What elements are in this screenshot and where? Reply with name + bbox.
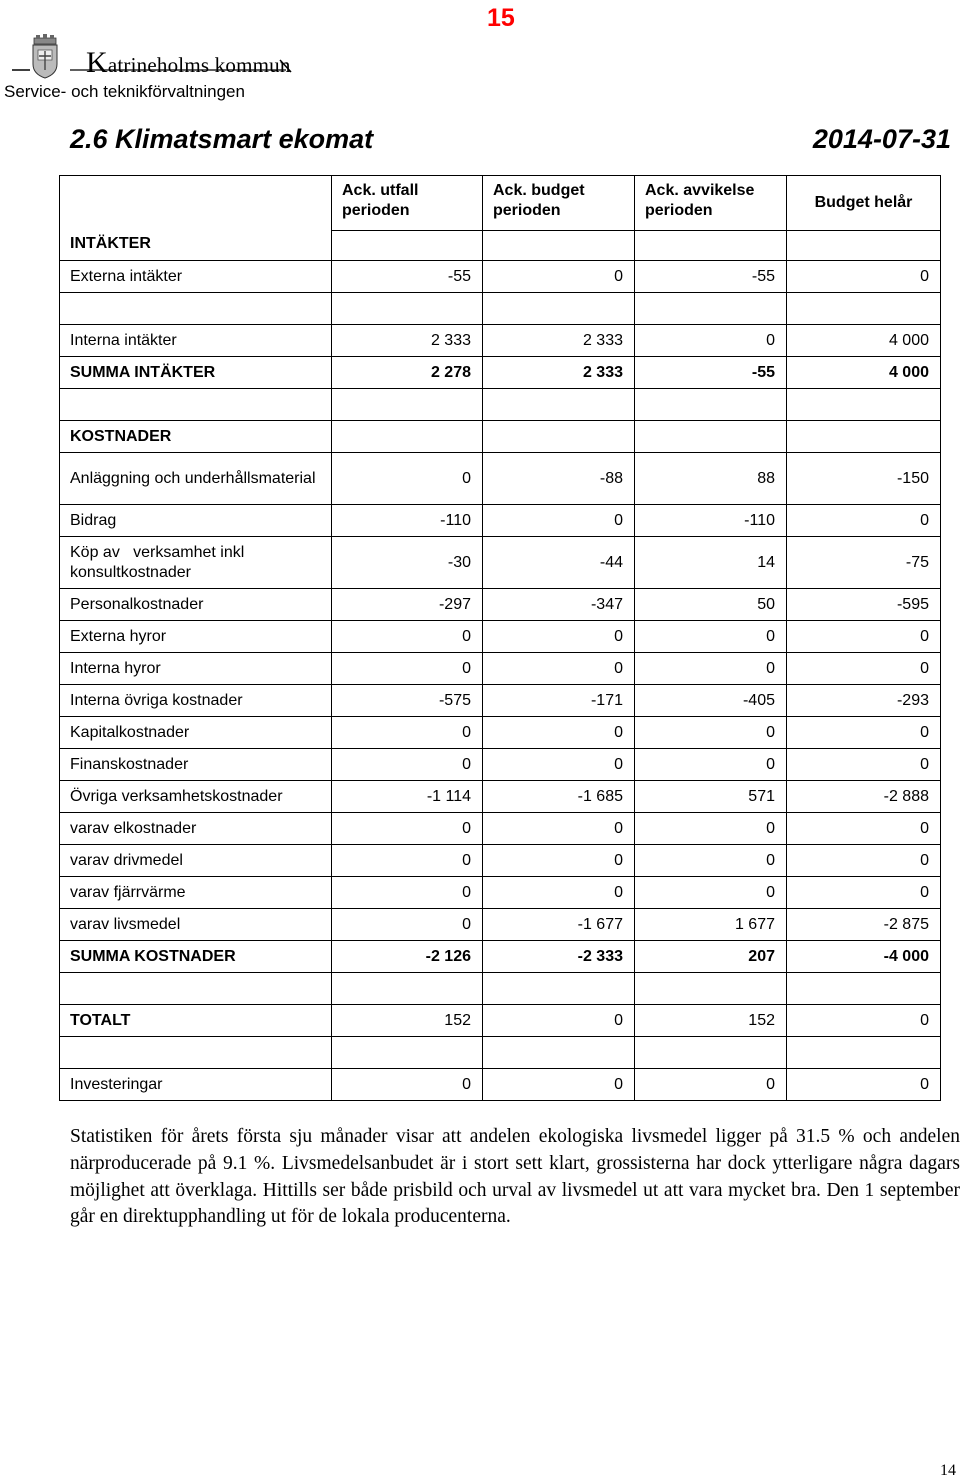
table-cell-empty bbox=[332, 973, 483, 1005]
table-cell-value: -55 bbox=[635, 261, 787, 293]
table-cell-value: -347 bbox=[483, 589, 635, 621]
table-cell-value: 207 bbox=[635, 941, 787, 973]
section-title: 2.6 Klimatsmart ekomat bbox=[70, 124, 374, 154]
table-cell-empty bbox=[60, 293, 332, 325]
table-row bbox=[60, 813, 941, 845]
table-row-section-costs bbox=[60, 421, 941, 453]
table-row bbox=[60, 845, 941, 877]
table-row bbox=[60, 453, 941, 505]
table-cell-value: 0 bbox=[787, 653, 941, 685]
table-cell-label: Externa hyror bbox=[60, 621, 332, 653]
table-cell-value: -55 bbox=[635, 357, 787, 389]
table-cell-label: SUMMA INTÄKTER bbox=[60, 357, 332, 389]
table-cell-value: 0 bbox=[635, 653, 787, 685]
table-cell-value: 88 bbox=[635, 453, 787, 505]
table-cell-value: 0 bbox=[787, 813, 941, 845]
table-cell-value: -595 bbox=[787, 589, 941, 621]
table-cell-empty bbox=[60, 1037, 332, 1069]
table-cell-label: Investeringar bbox=[60, 1069, 332, 1101]
table-cell-empty bbox=[60, 973, 332, 1005]
table-cell-value: 4 000 bbox=[787, 357, 941, 389]
table-row-total-costs bbox=[60, 941, 941, 973]
table-row bbox=[60, 537, 941, 589]
table-cell-value: 4 000 bbox=[787, 325, 941, 357]
table-cell-empty bbox=[332, 231, 483, 261]
table-cell-value: 0 bbox=[483, 749, 635, 781]
table-row bbox=[60, 653, 941, 685]
table-row bbox=[60, 261, 941, 293]
table-row bbox=[60, 621, 941, 653]
column-header: Ack. budget perioden bbox=[483, 176, 635, 231]
table-cell-value: 0 bbox=[332, 877, 483, 909]
table-row bbox=[60, 505, 941, 537]
table-cell-value: 1 677 bbox=[635, 909, 787, 941]
table-row bbox=[60, 717, 941, 749]
table-cell-value: -30 bbox=[332, 537, 483, 589]
table-cell-value: 0 bbox=[332, 717, 483, 749]
department-name: Service- och teknikförvaltningen bbox=[4, 82, 245, 101]
column-header: Ack. avvikelse perioden bbox=[635, 176, 787, 231]
table-cell-value: 0 bbox=[787, 1005, 941, 1037]
table-cell-value: 0 bbox=[332, 813, 483, 845]
table-cell-value: -405 bbox=[635, 685, 787, 717]
table-cell-empty bbox=[635, 421, 787, 453]
table-cell-value: 0 bbox=[483, 877, 635, 909]
table-cell-label: Externa intäkter bbox=[60, 261, 332, 293]
table-cell-empty bbox=[483, 389, 635, 421]
page-number-top: 15 bbox=[487, 4, 515, 32]
table-cell-empty bbox=[787, 389, 941, 421]
table-row bbox=[60, 781, 941, 813]
table-row bbox=[60, 685, 941, 717]
table-cell-value: 0 bbox=[787, 749, 941, 781]
table-cell-empty bbox=[635, 389, 787, 421]
table-cell-value: 152 bbox=[635, 1005, 787, 1037]
table-cell-value: 2 333 bbox=[483, 325, 635, 357]
table-cell-label: Bidrag bbox=[60, 505, 332, 537]
table-row-grand-total bbox=[60, 1005, 941, 1037]
table-cell-value: 0 bbox=[635, 845, 787, 877]
table-cell-value: -2 126 bbox=[332, 941, 483, 973]
table-cell-label: Övriga verksamhetskostnader bbox=[60, 781, 332, 813]
table-cell-value: 571 bbox=[635, 781, 787, 813]
table-cell-value: 0 bbox=[332, 749, 483, 781]
table-cell-empty bbox=[483, 293, 635, 325]
report-date: 2014-07-31 bbox=[812, 124, 951, 154]
table-cell-empty bbox=[332, 421, 483, 453]
table-cell-empty bbox=[787, 231, 941, 261]
table-cell-value: 0 bbox=[332, 909, 483, 941]
table-cell-value: 0 bbox=[635, 877, 787, 909]
table-cell-empty bbox=[787, 421, 941, 453]
table-cell-value: 0 bbox=[483, 1069, 635, 1101]
column-header: Ack. utfall perioden bbox=[332, 176, 483, 231]
table-cell-value: -171 bbox=[483, 685, 635, 717]
table-cell-value: 0 bbox=[483, 717, 635, 749]
table-cell-value: 0 bbox=[483, 1005, 635, 1037]
table-cell-value: 0 bbox=[483, 845, 635, 877]
table-cell-value: 0 bbox=[787, 717, 941, 749]
table-cell-value: 0 bbox=[635, 621, 787, 653]
table-cell-value: -110 bbox=[332, 505, 483, 537]
table-cell-value: -44 bbox=[483, 537, 635, 589]
table-cell-empty bbox=[332, 389, 483, 421]
table-cell-value: -75 bbox=[787, 537, 941, 589]
table-cell-value: -575 bbox=[332, 685, 483, 717]
table-cell-value: -4 000 bbox=[787, 941, 941, 973]
table-cell-value: 2 333 bbox=[483, 357, 635, 389]
table-row bbox=[60, 877, 941, 909]
financial-table bbox=[59, 175, 941, 1101]
table-row-total-income bbox=[60, 357, 941, 389]
table-cell-value: 0 bbox=[787, 505, 941, 537]
table-cell-value: -1 685 bbox=[483, 781, 635, 813]
table-cell-label: SUMMA KOSTNADER bbox=[60, 941, 332, 973]
table-cell-empty bbox=[635, 231, 787, 261]
table-cell-label: varav fjärrvärme bbox=[60, 877, 332, 909]
table-cell-value: 0 bbox=[332, 621, 483, 653]
table-cell-label: TOTALT bbox=[60, 1005, 332, 1037]
table-row bbox=[60, 749, 941, 781]
table-cell-label: Interna övriga kostnader bbox=[60, 685, 332, 717]
table-cell-label: Kapitalkostnader bbox=[60, 717, 332, 749]
table-cell-value: 2 333 bbox=[332, 325, 483, 357]
table-cell-empty bbox=[483, 973, 635, 1005]
table-cell-value: 0 bbox=[483, 505, 635, 537]
table-cell-value: 14 bbox=[635, 537, 787, 589]
table-cell-value: 0 bbox=[635, 325, 787, 357]
table-cell-empty bbox=[332, 1037, 483, 1069]
page-number-bottom: 14 bbox=[940, 1462, 956, 1479]
table-cell-value: -297 bbox=[332, 589, 483, 621]
table-cell-empty bbox=[787, 1037, 941, 1069]
table-cell-empty bbox=[483, 421, 635, 453]
table-cell-value: 0 bbox=[787, 261, 941, 293]
table-cell-value: 0 bbox=[787, 877, 941, 909]
table-row bbox=[60, 325, 941, 357]
table-cell-value: -150 bbox=[787, 453, 941, 505]
org-logo bbox=[10, 34, 295, 80]
table-cell-value: 0 bbox=[635, 717, 787, 749]
table-cell-value: -110 bbox=[635, 505, 787, 537]
table-cell-empty bbox=[483, 1037, 635, 1069]
table-cell-value: -55 bbox=[332, 261, 483, 293]
table-cell-value: -1 677 bbox=[483, 909, 635, 941]
table-cell-empty bbox=[483, 231, 635, 261]
table-cell-value: 0 bbox=[787, 1069, 941, 1101]
table-cell-label: varav elkostnader bbox=[60, 813, 332, 845]
table-cell-empty bbox=[635, 973, 787, 1005]
table-cell-value: 0 bbox=[332, 653, 483, 685]
table-cell-value: 0 bbox=[635, 749, 787, 781]
table-cell-value: -2 333 bbox=[483, 941, 635, 973]
column-header: Budget helår bbox=[787, 176, 941, 231]
table-row bbox=[60, 909, 941, 941]
table-cell-value: 0 bbox=[332, 1069, 483, 1101]
table-cell-empty bbox=[60, 389, 332, 421]
table-cell-empty bbox=[635, 1037, 787, 1069]
table-cell-value: 0 bbox=[332, 453, 483, 505]
table-cell-value: 0 bbox=[635, 1069, 787, 1101]
table-header-row bbox=[60, 176, 941, 231]
table-cell-value: -88 bbox=[483, 453, 635, 505]
table-cell-label: Köp av verksamhet inkl konsultkostnader bbox=[60, 537, 332, 589]
table-cell-empty bbox=[635, 293, 787, 325]
table-cell-value: 50 bbox=[635, 589, 787, 621]
table-cell-empty bbox=[787, 973, 941, 1005]
table-cell-value: -2 875 bbox=[787, 909, 941, 941]
table-cell-value: -2 888 bbox=[787, 781, 941, 813]
table-cell-label: Interna hyror bbox=[60, 653, 332, 685]
table-row bbox=[60, 1069, 941, 1101]
commentary-paragraph: Statistiken för årets första sju månader visar att andelen ekologiska livsmedel ligger på 31.5 % och andelen närproducerade på 9.1 %. Livsmedelsanbudet är i stort sett klart, grossisterna har dock ytterligare några dagars möjlighet att överklaga. Hittills ser både prisbild och urval av livsmedel ut att vara mycket bra. Den 1 september går en direktupphandling ut för de lokala producenterna. bbox=[70, 1126, 960, 1228]
org-name: Katrineholms kommun bbox=[86, 46, 291, 79]
table-cell-value: -293 bbox=[787, 685, 941, 717]
table-cell-value: 0 bbox=[483, 261, 635, 293]
table-cell-label: varav drivmedel bbox=[60, 845, 332, 877]
table-cell-value: 0 bbox=[787, 621, 941, 653]
section-costs-label: KOSTNADER bbox=[60, 421, 332, 453]
table-cell-empty bbox=[332, 293, 483, 325]
table-cell-value: 0 bbox=[787, 845, 941, 877]
table-cell-label: Personalkostnader bbox=[60, 589, 332, 621]
table-cell-label: varav livsmedel bbox=[60, 909, 332, 941]
table-cell-value: 0 bbox=[483, 621, 635, 653]
table-cell-value: 0 bbox=[483, 653, 635, 685]
table-cell-label: Interna intäkter bbox=[60, 325, 332, 357]
table-cell-value: 0 bbox=[635, 813, 787, 845]
table-cell-value: 152 bbox=[332, 1005, 483, 1037]
table-cell-label: Anläggning och underhållsmaterial bbox=[60, 453, 332, 505]
section-income-label: INTÄKTER bbox=[60, 176, 332, 261]
table-cell-value: 0 bbox=[332, 845, 483, 877]
table-cell-value: 0 bbox=[483, 813, 635, 845]
table-row bbox=[60, 589, 941, 621]
table-cell-value: -1 114 bbox=[332, 781, 483, 813]
table-cell-value: 2 278 bbox=[332, 357, 483, 389]
table-cell-label: Finanskostnader bbox=[60, 749, 332, 781]
table-cell-empty bbox=[787, 293, 941, 325]
